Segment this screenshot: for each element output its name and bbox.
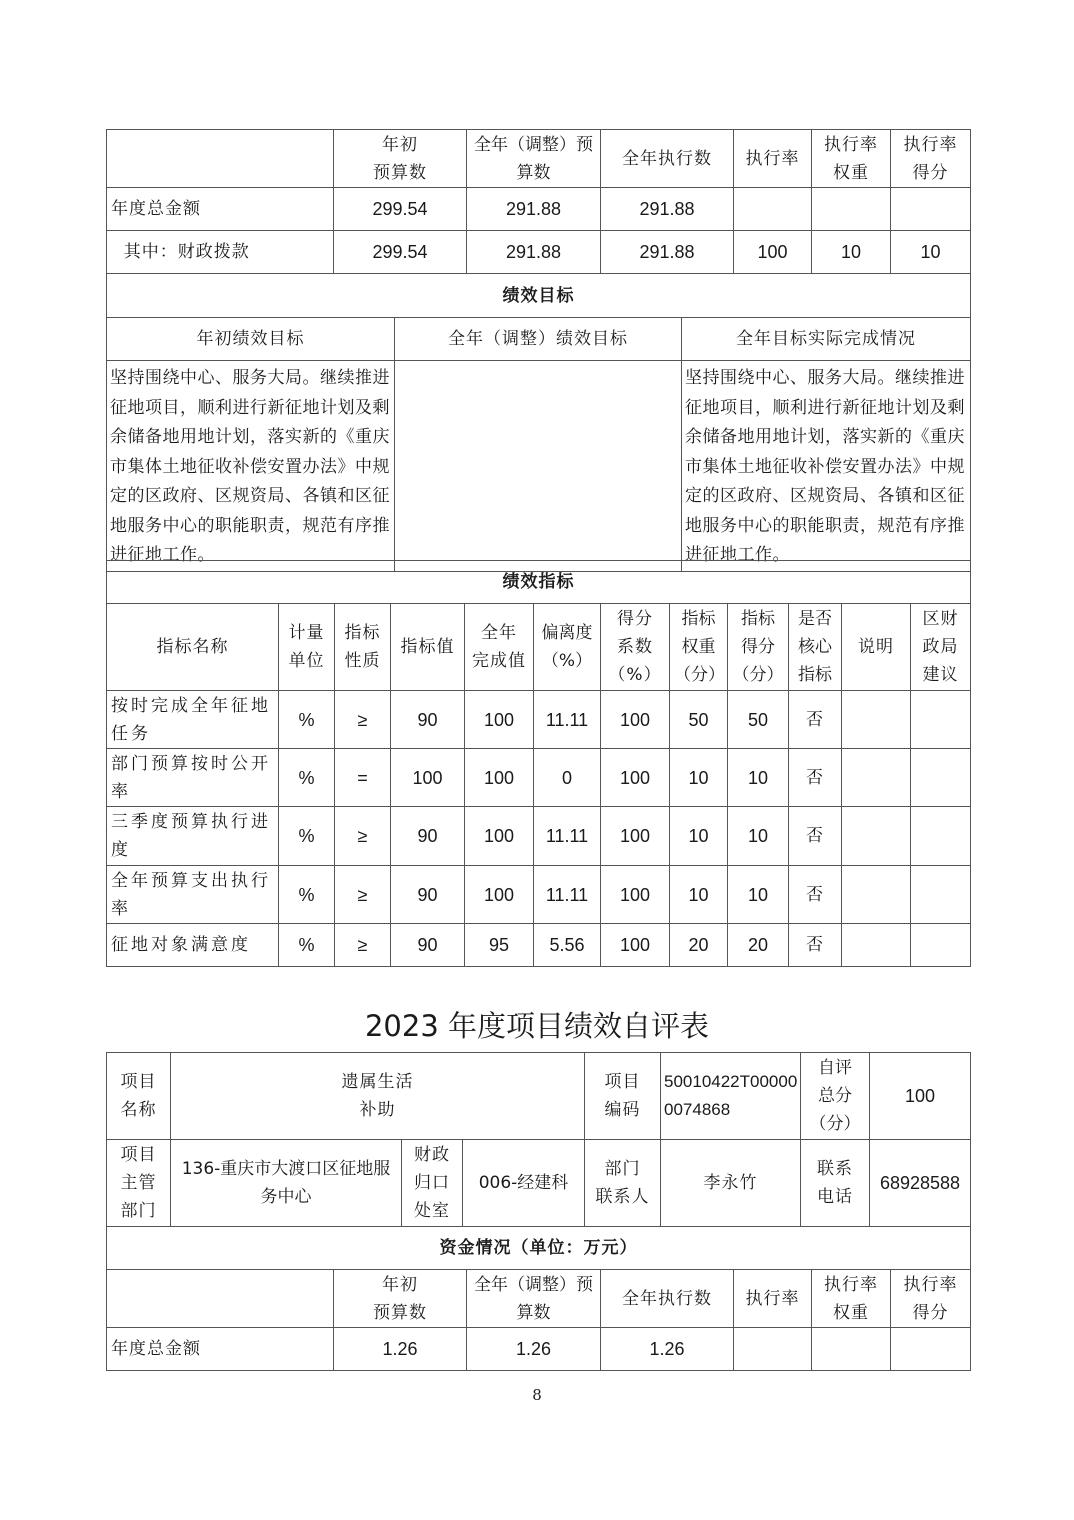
fund-row <box>107 188 971 231</box>
fund-cell: 299.54 <box>334 188 467 231</box>
fund-section-title: 资金情况（单位：万元） <box>107 1227 971 1270</box>
fund-row-label: 年度总金额 <box>107 188 334 231</box>
indicator-row <box>107 691 971 749</box>
fund-header-cell: 全年执行数 <box>601 1270 734 1328</box>
fund-cell: 10 <box>812 231 891 274</box>
project-name: 遗属生活 补助 <box>171 1053 585 1140</box>
fund-cell <box>891 1328 971 1371</box>
indicator-row <box>107 924 971 967</box>
fund-row-label: 其中：财政拨款 <box>107 231 334 274</box>
fund-cell: 1.26 <box>334 1328 467 1371</box>
indicator-cell: 10 <box>670 807 728 866</box>
indicator-cell: 5.56 <box>534 924 601 967</box>
fund-header-cell: 执行率 <box>734 130 812 188</box>
fund-cell <box>812 188 891 231</box>
indicator-cell: % <box>279 924 335 967</box>
indicator-cell: 否 <box>789 749 842 807</box>
indicator-header-cell: 说明 <box>842 604 911 691</box>
goal-initial-text: 坚持围绕中心、服务大局。继续推进征地项目，顺利进行新征地计划及剩余储备地用地计划，落实新的《重庆市集体土地征收补偿安置办法》中规定的区政府、区规资局、各镇和区征地服务中心的职能职责，规范有序推进征地工作。 <box>107 361 395 572</box>
fund-header-cell: 年初 预算数 <box>334 130 467 188</box>
contact-name: 李永竹 <box>661 1140 801 1227</box>
fund-cell <box>734 1328 812 1371</box>
indicator-name: 按时完成全年征地任务 <box>107 691 279 749</box>
self-score-label: 自评 总分 （分） <box>801 1053 870 1140</box>
indicator-cell: % <box>279 866 335 924</box>
indicator-header-cell: 指标名称 <box>107 604 279 691</box>
contact-label: 部门 联系人 <box>585 1140 661 1227</box>
indicator-cell: 90 <box>391 924 465 967</box>
fund-table-top <box>106 129 971 274</box>
indicator-cell: 50 <box>728 691 789 749</box>
indicator-cell: 10 <box>728 866 789 924</box>
indicator-cell <box>842 691 911 749</box>
indicator-cell <box>911 807 971 866</box>
fund-cell <box>812 1328 891 1371</box>
indicator-cell: % <box>279 749 335 807</box>
indicator-cell: 20 <box>670 924 728 967</box>
indicator-name: 征地对象满意度 <box>107 924 279 967</box>
project-code: 50010422T00000 0074868 <box>661 1053 801 1140</box>
fund-header-cell: 执行率 得分 <box>891 130 971 188</box>
indicator-cell: 95 <box>465 924 534 967</box>
dept-label: 项目 主管 部门 <box>107 1140 171 1227</box>
indicator-cell: 否 <box>789 807 842 866</box>
fund-header-cell <box>107 1270 334 1328</box>
indicator-name: 全年预算支出执行率 <box>107 866 279 924</box>
goals-header-actual: 全年目标实际完成情况 <box>682 318 971 361</box>
fund-table-bottom <box>106 1226 971 1371</box>
indicator-cell: 10 <box>670 749 728 807</box>
fund-row <box>107 231 971 274</box>
fund-cell: 291.88 <box>467 231 601 274</box>
project-info-table <box>106 1052 971 1227</box>
indicator-row <box>107 866 971 924</box>
indicator-cell: 否 <box>789 866 842 924</box>
goal-adjusted-text <box>395 361 682 572</box>
page-number: 8 <box>532 1386 542 1404</box>
goals-header-adjusted: 全年（调整）绩效目标 <box>395 318 682 361</box>
indicator-cell <box>842 807 911 866</box>
fund-cell: 100 <box>734 231 812 274</box>
indicator-header-cell: 区财 政局 建议 <box>911 604 971 691</box>
indicators-section-title: 绩效指标 <box>107 561 971 604</box>
fund-header-cell: 全年执行数 <box>601 130 734 188</box>
indicator-cell <box>842 866 911 924</box>
indicator-header-cell: 指标值 <box>391 604 465 691</box>
indicator-header-cell: 指标 性质 <box>335 604 391 691</box>
indicator-header-cell: 指标 得分 （分） <box>728 604 789 691</box>
fund-header-cell: 全年（调整）预 算数 <box>467 1270 601 1328</box>
fund-header-cell: 执行率 权重 <box>812 1270 891 1328</box>
indicator-cell: ≥ <box>335 866 391 924</box>
indicator-cell: 10 <box>670 866 728 924</box>
indicator-cell: 90 <box>391 691 465 749</box>
indicator-header-cell: 得分 系数 （%） <box>601 604 670 691</box>
fund-header-cell <box>107 130 334 188</box>
indicator-cell: 否 <box>789 924 842 967</box>
indicator-cell: 100 <box>601 807 670 866</box>
finance-office-label: 财政 归口 处室 <box>402 1140 463 1227</box>
indicator-cell: 10 <box>728 807 789 866</box>
fund-cell: 1.26 <box>467 1328 601 1371</box>
goals-table <box>106 273 971 572</box>
indicator-cell: 90 <box>391 807 465 866</box>
fund-cell <box>891 188 971 231</box>
indicator-header-cell: 全年 完成值 <box>465 604 534 691</box>
indicator-cell: ≥ <box>335 807 391 866</box>
indicator-row <box>107 807 971 866</box>
indicator-cell: 100 <box>601 691 670 749</box>
fund-cell: 10 <box>891 231 971 274</box>
goals-section-title: 绩效目标 <box>107 274 971 318</box>
dept-name: 136-重庆市大渡口区征地服 务中心 <box>171 1140 402 1227</box>
indicator-cell: 100 <box>391 749 465 807</box>
indicator-cell: 100 <box>465 691 534 749</box>
fund-header-cell: 年初 预算数 <box>334 1270 467 1328</box>
indicator-cell: 10 <box>728 749 789 807</box>
self-score: 100 <box>870 1053 971 1140</box>
phone-label: 联系 电话 <box>801 1140 870 1227</box>
indicator-cell: 20 <box>728 924 789 967</box>
indicator-cell: = <box>335 749 391 807</box>
fund-header-cell: 执行率 权重 <box>812 130 891 188</box>
indicator-cell <box>911 866 971 924</box>
indicator-cell <box>911 924 971 967</box>
project-name-label: 项目 名称 <box>107 1053 171 1140</box>
fund-header-row <box>107 130 971 188</box>
indicator-cell: 90 <box>391 866 465 924</box>
indicator-header-cell: 偏离度 （%） <box>534 604 601 691</box>
indicator-cell: 100 <box>601 924 670 967</box>
indicator-cell: 100 <box>465 749 534 807</box>
indicator-name: 部门预算按时公开率 <box>107 749 279 807</box>
fund-cell: 299.54 <box>334 231 467 274</box>
project-code-label: 项目 编码 <box>585 1053 661 1140</box>
indicator-cell <box>842 924 911 967</box>
fund-header-cell: 执行率 得分 <box>891 1270 971 1328</box>
indicator-cell: % <box>279 691 335 749</box>
fund-cell <box>734 188 812 231</box>
indicator-cell <box>842 749 911 807</box>
indicator-header-cell: 计量 单位 <box>279 604 335 691</box>
indicator-cell: ≥ <box>335 691 391 749</box>
indicator-header-cell: 指标 权重 （分） <box>670 604 728 691</box>
fund-cell: 291.88 <box>601 231 734 274</box>
indicator-cell: 11.11 <box>534 866 601 924</box>
fund-cell: 1.26 <box>601 1328 734 1371</box>
fund-row-label: 年度总金额 <box>107 1328 334 1371</box>
finance-office: 006-经建科 <box>463 1140 585 1227</box>
goals-header-initial: 年初绩效目标 <box>107 318 395 361</box>
fund-cell: 291.88 <box>601 188 734 231</box>
indicator-cell: 100 <box>601 749 670 807</box>
indicator-cell: 11.11 <box>534 807 601 866</box>
indicator-name: 三季度预算执行进度 <box>107 807 279 866</box>
form-title: 2023 年度项目绩效自评表 <box>364 1009 710 1043</box>
fund-header-cell: 执行率 <box>734 1270 812 1328</box>
indicator-cell <box>911 691 971 749</box>
indicator-header-cell: 是否 核心 指标 <box>789 604 842 691</box>
indicator-row <box>107 749 971 807</box>
fund-cell: 291.88 <box>467 188 601 231</box>
indicator-cell: 11.11 <box>534 691 601 749</box>
indicators-table <box>106 560 971 967</box>
indicator-cell: 100 <box>601 866 670 924</box>
indicator-cell: 100 <box>465 866 534 924</box>
indicator-cell: 100 <box>465 807 534 866</box>
phone-number: 68928588 <box>870 1140 971 1227</box>
goal-actual-text: 坚持围绕中心、服务大局。继续推进征地项目，顺利进行新征地计划及剩余储备地用地计划，落实新的《重庆市集体土地征收补偿安置办法》中规定的区政府、区规资局、各镇和区征地服务中心的职能职责，规范有序推进征地工作。 <box>682 361 971 572</box>
fund-header-cell: 全年（调整）预 算数 <box>467 130 601 188</box>
indicator-cell: 否 <box>789 691 842 749</box>
indicator-cell: ≥ <box>335 924 391 967</box>
indicator-cell: % <box>279 807 335 866</box>
indicator-cell <box>911 749 971 807</box>
indicators-header-row <box>107 604 971 691</box>
indicator-cell: 50 <box>670 691 728 749</box>
indicator-cell: 0 <box>534 749 601 807</box>
